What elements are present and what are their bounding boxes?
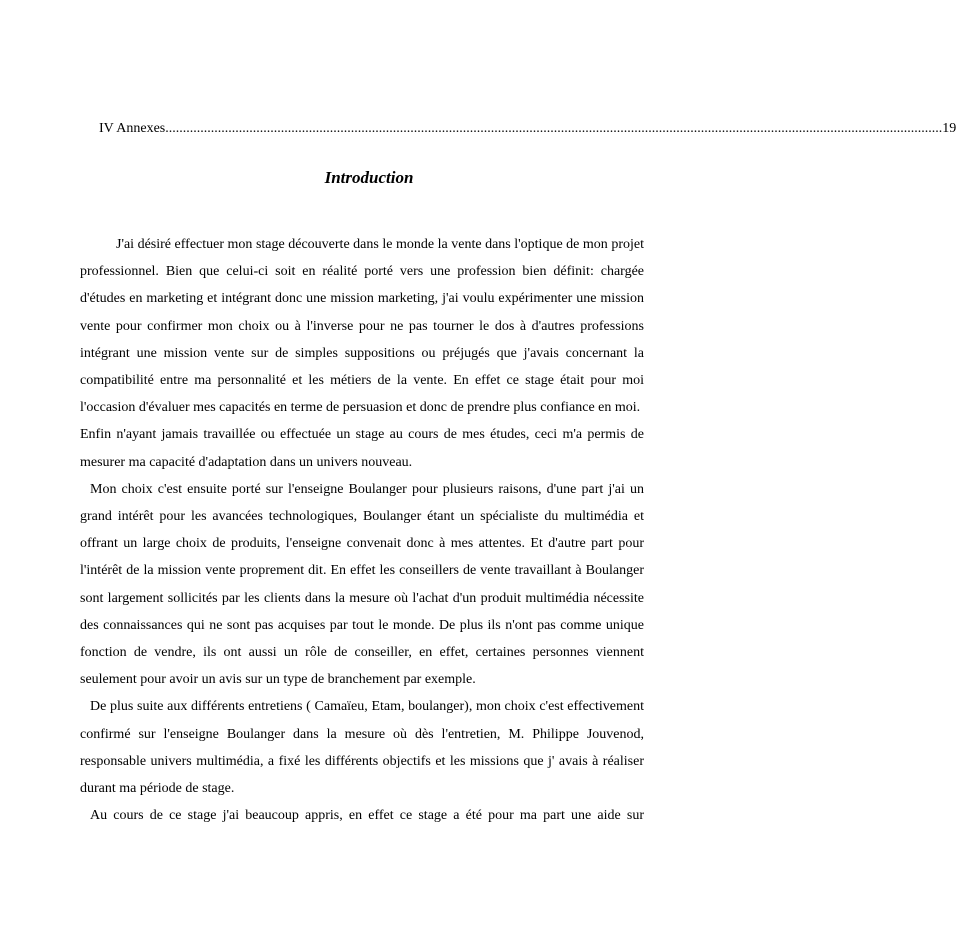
toc-entry-annexes[interactable] [99, 119, 956, 139]
paragraph-boulanger-choice: Mon choix c'est ensuite porté sur l'enseigne Boulanger pour plusieurs raisons, d'une part j'ai un grand intérêt pour les avancées technologiques, Boulanger étant un spécialiste du multimédia et offrant un large choix de produits, l'enseigne convenait donc à mes attentes. Et d'autre part pour l'intérêt de la mission vente proprement dit. En effet les conseillers de vente travaillant à Boulanger sont largement sollicités par les clients dans la mesure où l'achat d'un produit multimédia nécessite des connaissances qui ne sont pas acquises par tout le monde. De plus ils n'ont pas comme unique fonction de vendre, ils ont aussi un rôle de conseiller, en effet, certaines personnes viennent seulement pour avoir un avis sur un type de branchement par exemple. [80, 481, 644, 688]
toc-entry-label: IV Annexes [99, 121, 166, 136]
paragraph-learning: Au cours de ce stage j'ai beaucoup appris, en effet ce stage a été pour ma part une aide sur [90, 808, 644, 824]
body-text [80, 231, 644, 829]
paragraph-interviews: De plus suite aux différents entretiens ( Camaïeu, Etam, boulanger), mon choix c'est effectivement confirmé sur l'enseigne Boulanger dans la mesure où dès l'entretien, M. Philippe Jouvenod, responsable univers multimédia, a fixé les différents objectifs et les missions que j' avais à réaliser durant ma période de stage. [80, 699, 644, 797]
toc-dot-leader: .............................................................................................................................................................................................................................. [165, 121, 943, 136]
paragraph-motivation: J'ai désiré effectuer mon stage découverte dans le monde la vente dans l'optique de mon projet professionnel. Bien que celui-ci soit en réalité porté vers une profession bien définit: chargée d'études en marketing et intégrant donc une mission marketing, j'ai voulu expérimenter une mission vente pour confirmer mon choix ou à l'inverse pour ne pas tourner le dos à d'autres professions intégrant une mission vente sur de simples suppositions ou préjugés que j'avais concernant la compatibilité entre ma personnalité et les métiers de la vente. En effet ce stage était pour moi l'occasion d'évaluer mes capacités en terme de persuasion et donc de prendre plus confiance en moi. [80, 237, 644, 416]
toc-page-number: 19 [942, 121, 956, 136]
paragraph-adaptation: Enfin n'ayant jamais travaillée ou effectuée un stage au cours de mes études, ceci m'a permis de mesurer ma capacité d'adaptation dans un univers nouveau. [80, 427, 644, 470]
section-title: Introduction [324, 168, 414, 187]
